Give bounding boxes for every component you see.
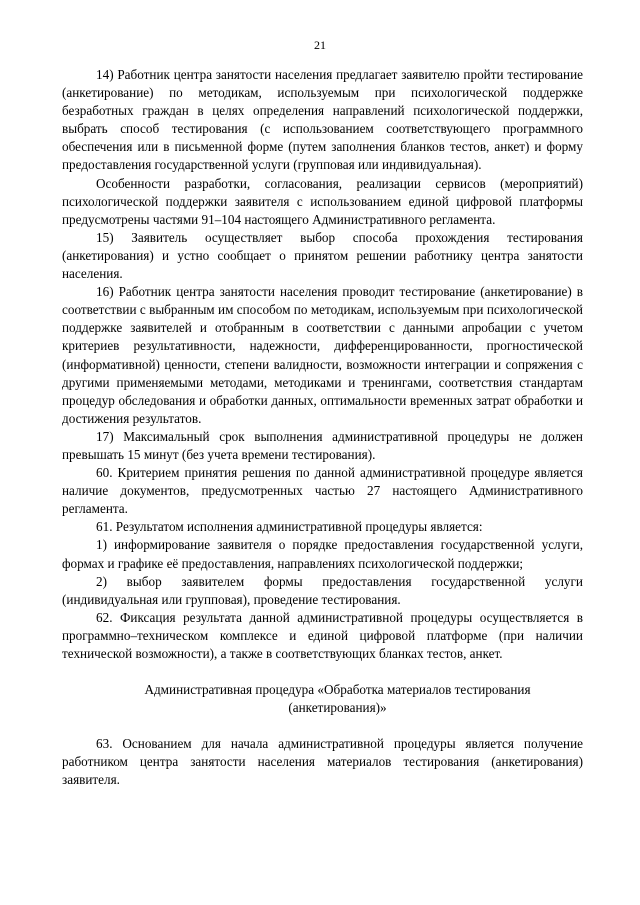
paragraph-61-item-1: 1) информирование заявителя о порядке предоставления государственной услуги, формах и графике её предоставления, направлениях психологической поддержки; xyxy=(62,537,583,571)
paragraph-60: 60. Критерием принятия решения по данной административной процедуре является наличие документов, предусмотренных частью 27 настоящего Административного регламента. xyxy=(62,465,583,517)
paragraph-62: 62. Фиксация результата данной административной процедуры осуществляется в программно–техническом комплексе и единой цифровой платформе (при наличии технической возможности), а также в соответствующих бланках тестов, анкет. xyxy=(62,609,583,661)
section-heading-line-1: Административная процедура «Обработка материалов тестирования xyxy=(144,682,531,698)
paragraph-15: 15) Заявитель осуществляет выбор способа прохождения тестирования (анкетирования) и устно сообщает о принятом решении работнику центра занятости населения. xyxy=(62,229,583,282)
paragraph-17: 17) Максимальный срок выполнения административной процедуры не должен превышать 15 минут (без учета времени тестирования). xyxy=(62,428,583,462)
document-body xyxy=(62,66,583,790)
spacer xyxy=(62,663,583,681)
paragraph-63: 63. Основанием для начала административной процедуры является получение работником центра занятости населения материалов тестирования (анкетирования) заявителя. xyxy=(62,736,583,788)
paragraph-16: 16) Работник центра занятости населения проводит тестирование (анкетирование) в соответствии с выбранным им способом по методикам, используемым при психологической поддержке заявителей и отобранным в соответствии с данными апробации с учетом критериев результативности, надежности, дифференцированности, прогностической (информативной) ценности, степени валидности, возможности интеграции и сопряжения с другими применяемыми методами, методиками и тренингами, соответствия стандартам процедур обследования и обработки данных, оптимальности временных затрат обработки и достижения результатов. xyxy=(62,284,583,426)
paragraph-psychological-support-features: Особенности разработки, согласования, реализации сервисов (мероприятий) психологической поддержки заявителя с использованием единой цифровой платформы предусмотрены частями 91–104 настоящего Административного регламента. xyxy=(62,175,583,227)
paragraph-61-item-2: 2) выбор заявителем формы предоставления государственной услуги (индивидуальная или групповая), проведение тестирования. xyxy=(62,573,583,607)
spacer xyxy=(62,717,583,735)
page-number: 21 xyxy=(314,38,326,52)
paragraph-61: 61. Результатом исполнения административной процедуры является: xyxy=(96,519,483,535)
section-heading-line-2: (анкетирования)» xyxy=(288,700,387,716)
paragraph-14: 14) Работник центра занятости населения предлагает заявителю пройти тестирование (анкетирование) по методикам, используемым при психологической поддержке безработных граждан в целях определения направлений психологической поддержки, выбрать способ тестирования (с использованием соответствующего программного обеспечения или в письменной форме (путем заполнения бланков тестов, анкет) и форму предоставления государственной услуги (групповая или индивидуальная). xyxy=(62,67,583,173)
